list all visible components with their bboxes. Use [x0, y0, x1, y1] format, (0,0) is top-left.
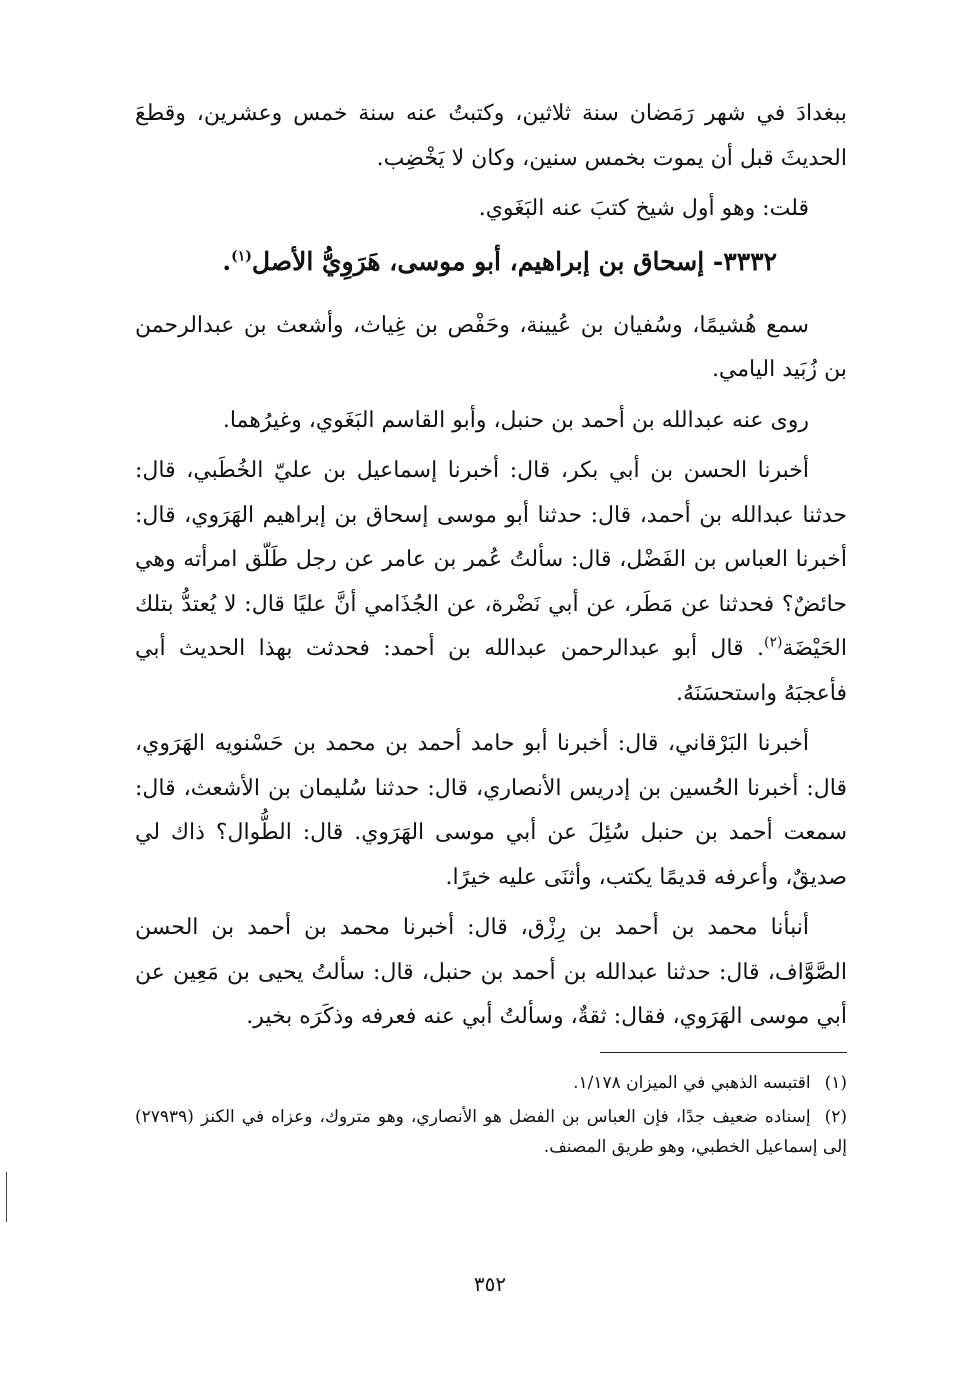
footnote-ref-1: (١) — [231, 248, 252, 265]
paragraph-teachers: سمع هُشيمًا، وسُفيان بن عُيينة، وحَفْص بن غِياث، وأشعث بن عبدالرحمن بن زُبَيد اليامي. — [135, 312, 847, 382]
main-text — [135, 92, 847, 1046]
footnote-ref-2: (٢) — [764, 634, 783, 651]
paragraph-students: روى عنه عبدالله بن أحمد بن حنبل، وأبو القاسم البَغَوي، وغيرُهما. — [222, 407, 809, 433]
entry-heading-text: ٣٣٣٢- إسحاق بن إبراهيم، أبو موسى، هَرَوِيُّ الأصل — [251, 246, 777, 276]
entry-heading-trail: . — [222, 246, 232, 276]
footnote-2-text: إسناده ضعيف جدًا، فإن العباس بن الفضل هو الأنصاري، وهو متروك، وعزاه في الكنز (٢٧٩٣٩) إلى إسماعيل الخطبي، وهو طريق المصنف. — [135, 1107, 847, 1157]
footnote-1-number: (١) — [824, 1073, 847, 1093]
footnote-1-text: اقتبسه الذهبي في الميزان ١/١٧٨. — [573, 1073, 811, 1093]
hadith-text: أخبرنا الحسن بن أبي بكر، قال: أخبرنا إسماعيل بن عليّ الخُطَبي، قال: حدثنا عبدالله بن أحمد، قال: حدثنا أبو موسى إسحاق بن إبراهيم الهَرَوي، قال: أخبرنا العباس بن الفَضْل، قال: سألتُ عُمر بن عامر عن رجل طَلّق امرأته وهي حائضٌ؟ فحدثنا عن مَطَر، عن أبي نَضْرة، عن الجُذَامي أنَّ عليًا قال: لا يُعتدُّ بتلك الحَيْضَة — [135, 458, 847, 661]
paragraph-note: قلت: وهو أول شيخ كتبَ عنه البَغَوي. — [478, 196, 809, 221]
footnotes — [135, 1068, 847, 1166]
paragraph-narration-1: أخبرنا البَرْقاني، قال: أخبرنا أبو حامد أحمد بن محمد بن حَسْنويه الهَرَوي، قال: أخبرنا الحُسين بن إدريس الأنصاري، قال: حدثنا سُليمان بن الأشعث، قال: سمعت أحمد بن حنبل سُئِلَ عن أبي موسى الهَرَوي. قال: الطُّوال؟ ذاك لي صديقٌ، وأعرفه قديمًا يكتب، وأثنَى عليه خيرًا. — [135, 731, 847, 890]
footnote-2-number: (٢) — [824, 1107, 847, 1127]
entry-heading — [135, 240, 847, 284]
page-number: ٣٥٢ — [473, 1272, 507, 1296]
hadith-text-after: . قال أبو عبدالرحمن عبدالله بن أحمد: فحدثت بهذا الحديث أبي فأعجبَهُ واستحسَنَهُ. — [135, 636, 847, 706]
scan-edge-mark — [6, 1172, 7, 1222]
paragraph-narration-2: أنبأنا محمد بن أحمد بن رِزْق، قال: أخبرنا محمد بن أحمد بن الحسن الصَّوَّاف، قال: حدثنا عبدالله بن أحمد بن حنبل، قال: سألتُ يحيى بن مَعِين عن أبي موسى الهَرَوي، فقال: ثقةٌ، وسألتُ أبي عنه فعرفه وذكَرَه بخير. — [135, 915, 847, 1029]
footnote-divider — [600, 1052, 847, 1053]
paragraph-continuation: ببغدادَ في شهر رَمَضان سنة ثلاثين، وكتبتُ عنه سنة خمس وعشرين، وقطعَ الحديثَ قبل أن يموت بخمس سنين، وكان لا يَخْضِب. — [135, 101, 847, 171]
footnote-1 — [135, 1068, 847, 1098]
footnote-2 — [135, 1102, 847, 1162]
paragraph-hadith — [135, 449, 847, 716]
